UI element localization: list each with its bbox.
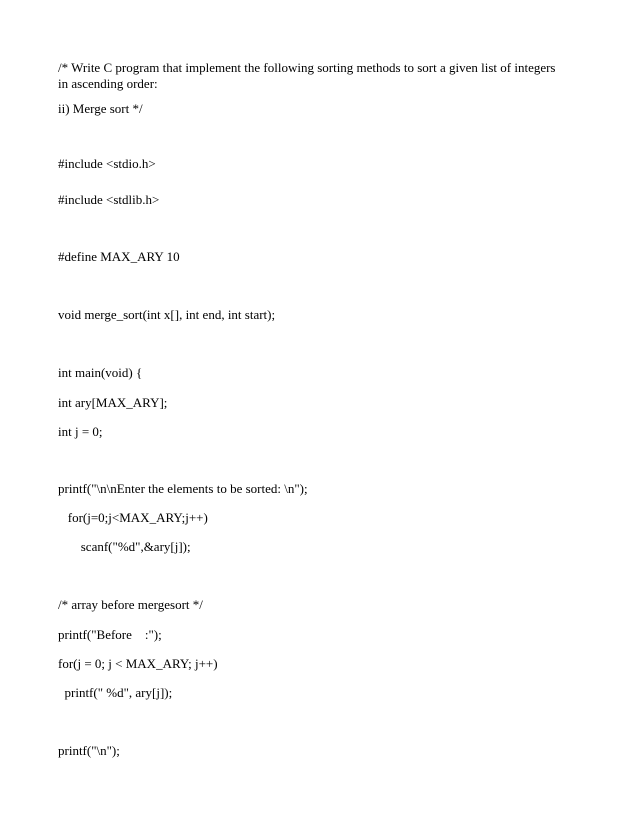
main-signature: int main(void) {: [58, 365, 143, 380]
comment-before-sort: /* array before mergesort */: [58, 597, 203, 612]
include-stdio: #include <stdio.h>: [58, 156, 156, 171]
printf-element: printf(" %d", ary[j]);: [58, 685, 173, 700]
printf-newline: printf("\n");: [58, 743, 120, 758]
comment-merge-sort: ii) Merge sort */: [58, 101, 143, 116]
comment-header: /* Write C program that implement the following sorting methods to sort a given list of integers in ascending order:: [58, 60, 556, 91]
array-declaration: int ary[MAX_ARY];: [58, 395, 168, 410]
include-stdlib: #include <stdlib.h>: [58, 192, 160, 207]
merge-sort-prototype: void merge_sort(int x[], int end, int start);: [58, 307, 276, 322]
print-for-loop: for(j = 0; j < MAX_ARY; j++): [58, 656, 218, 671]
scanf-call: scanf("%d",&ary[j]);: [58, 539, 191, 554]
printf-prompt: printf("\n\nEnter the elements to be sorted: \n");: [58, 481, 308, 496]
input-for-loop: for(j=0;j<MAX_ARY;j++): [58, 510, 208, 525]
printf-before: printf("Before :");: [58, 627, 162, 642]
define-max-ary: #define MAX_ARY 10: [58, 249, 180, 264]
index-declaration: int j = 0;: [58, 424, 103, 439]
